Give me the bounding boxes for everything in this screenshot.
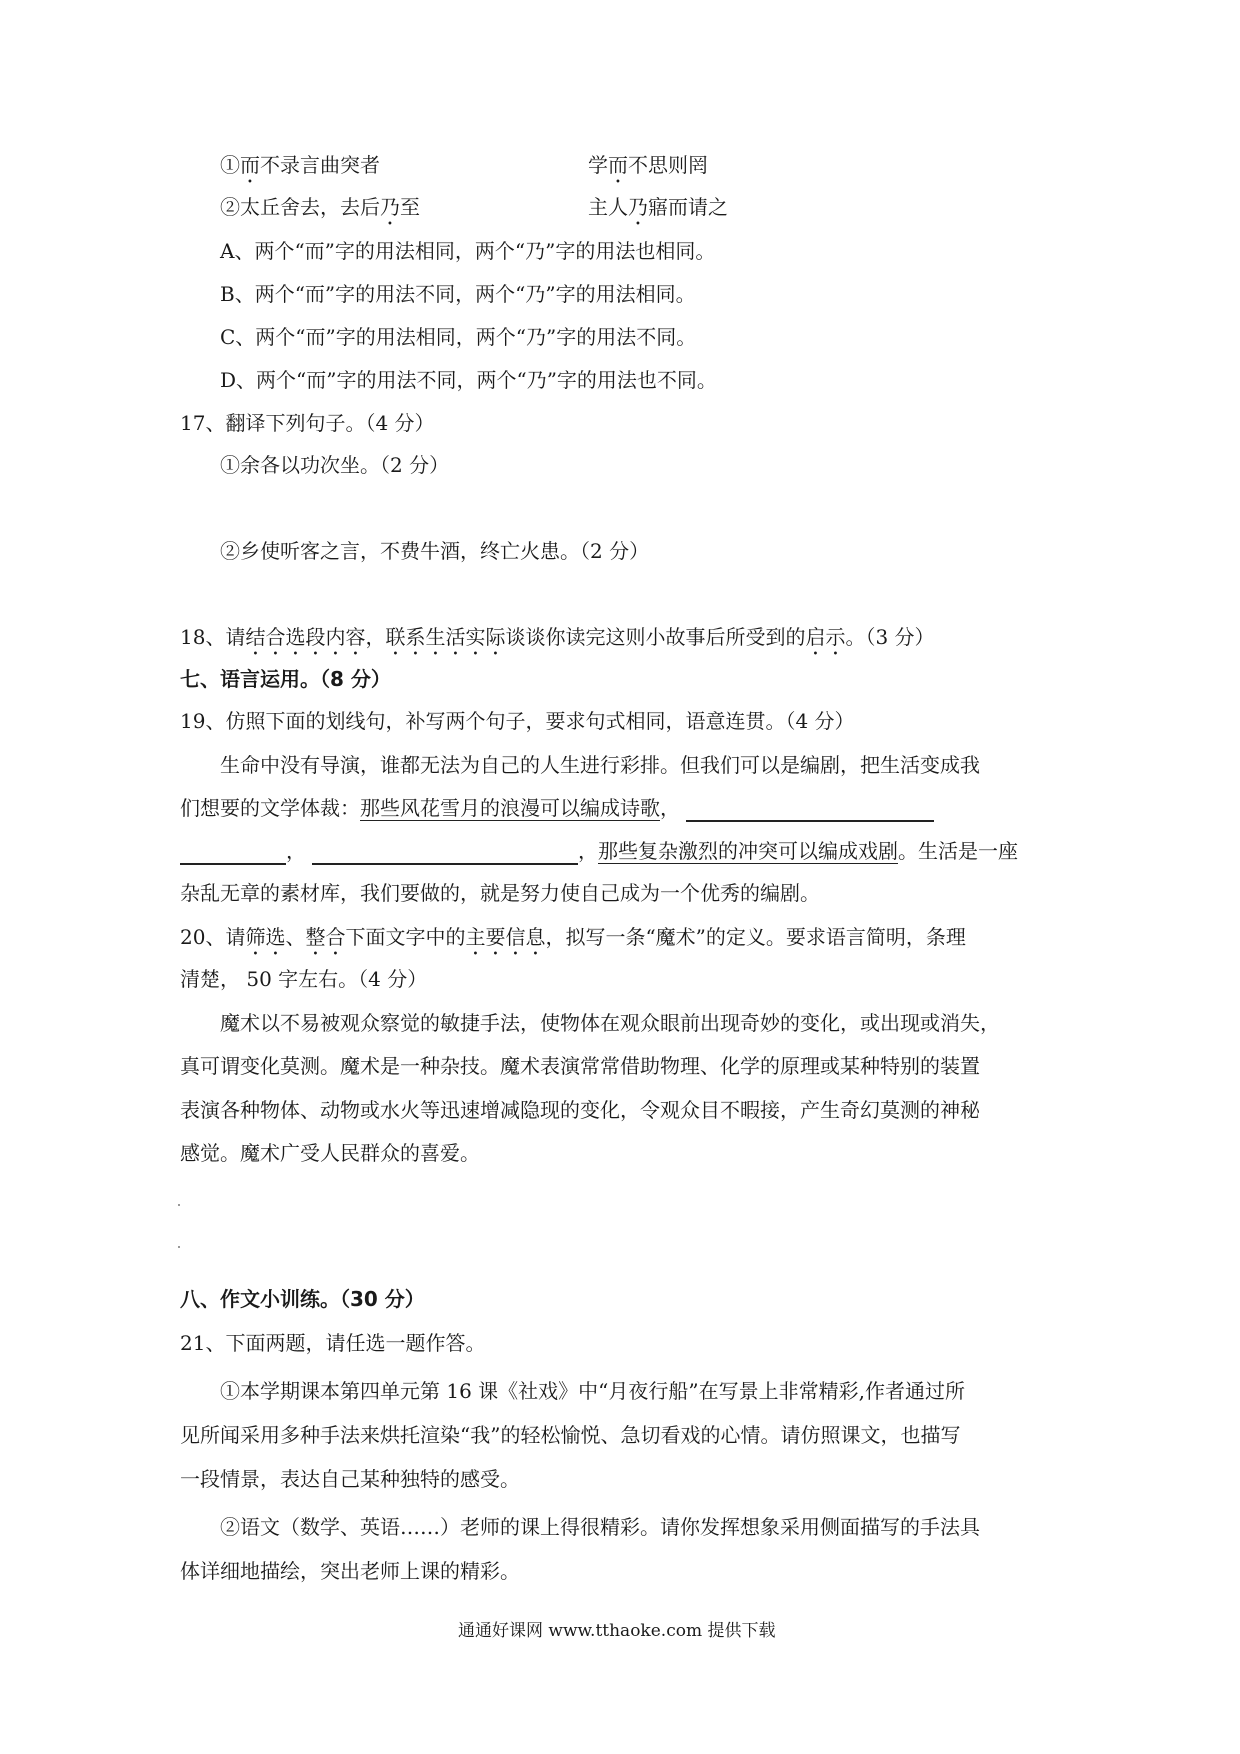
text: ， xyxy=(578,839,598,863)
scan-speck xyxy=(178,1204,180,1206)
q20-line-2: 清楚， 50 字左右。（4 分） xyxy=(180,967,428,991)
emphasized-phrase: 筛选、整合 xyxy=(245,925,346,949)
q19-line-2 xyxy=(180,795,934,822)
q17-item-1: ①余各以功次坐。（2 分） xyxy=(220,453,450,477)
q16-row2-right xyxy=(588,194,728,230)
text: 至 xyxy=(400,195,420,219)
emphasized-phrase: 结合选段内容 xyxy=(245,625,366,649)
emphasized-word: 乃 xyxy=(628,195,648,219)
q17-title: 17、翻译下列句子。（4 分） xyxy=(180,411,435,435)
page-footer: 通通好课网 www.tthaoke.com 提供下载 xyxy=(458,1621,776,1641)
emphasized-word: 而 xyxy=(240,153,260,177)
text: 18、请 xyxy=(180,625,246,649)
q21-option-1-line-1: ①本学期课本第四单元第 16 课《社戏》中“月夜行船”在写景上非常精彩,作者通过所 xyxy=(220,1379,965,1403)
emphasized-phrase: 主要信息 xyxy=(465,925,546,949)
text: ，拟写一条“魔术”的定义。要求语言简明，条理 xyxy=(545,925,966,949)
text: 寤而请之 xyxy=(648,195,728,219)
q17-item-2: ②乡使听客之言，不费牛酒，终亡火患。（2 分） xyxy=(220,539,650,563)
emphasized-word: 而 xyxy=(608,153,628,177)
text: ， xyxy=(365,625,386,649)
text: 不录言曲突者 xyxy=(260,153,380,177)
text: 们想要的文学体裁： xyxy=(180,796,360,820)
text: 下面文字中的 xyxy=(345,925,466,949)
text: ②太丘舍去，去后 xyxy=(220,195,380,219)
text: ① xyxy=(220,153,240,177)
option-a: A、两个“而”字的用法相同，两个“乃”字的用法也相同。 xyxy=(220,239,716,263)
text: 主人 xyxy=(588,195,628,219)
q19-title: 19、仿照下面的划线句，补写两个句子，要求句式相同，语意连贯。（4 分） xyxy=(180,709,855,733)
option-d: D、两个“而”字的用法不同，两个“乃”字的用法也不同。 xyxy=(220,368,717,392)
emphasized-word: 乃 xyxy=(380,195,400,219)
answer-blank[interactable] xyxy=(686,798,934,822)
answer-blank[interactable] xyxy=(312,841,578,865)
q19-line-1: 生命中没有导演，谁都无法为自己的人生进行彩排。但我们可以是编剧，把生活变成我 xyxy=(220,753,980,777)
option-b: B、两个“而”字的用法不同，两个“乃”字的用法相同。 xyxy=(220,282,696,306)
section-7-heading: 七、语言运用。（8 分） xyxy=(180,667,391,691)
underlined-sentence: 那些风花雪月的浪漫可以编成诗歌 xyxy=(360,796,660,820)
passage-line-1: 魔术以不易被观众察觉的敏捷手法，使物体在观众眼前出现奇妙的变化，或出现或消失， xyxy=(220,1011,1000,1035)
q21-option-1-line-2: 见所闻采用多种手法来烘托渲染“我”的轻松愉悦、急切看戏的心情。请仿照课文，也描写 xyxy=(180,1423,961,1447)
emphasized-phrase: 启示 xyxy=(805,625,846,649)
q16-row1-right xyxy=(588,152,708,188)
text: 。生活是一座 xyxy=(898,839,1018,863)
q19-line-3 xyxy=(180,838,1018,865)
q21-title: 21、下面两题，请任选一题作答。 xyxy=(180,1331,486,1355)
option-c: C、两个“而”字的用法相同，两个“乃”字的用法不同。 xyxy=(220,325,697,349)
text: 不思则罔 xyxy=(628,153,708,177)
q20-question xyxy=(180,924,966,960)
underlined-sentence: 那些复杂激烈的冲突可以编成戏剧 xyxy=(598,839,898,863)
q16-row1-left xyxy=(220,152,380,188)
emphasized-phrase: 联系生活实际 xyxy=(385,625,506,649)
passage-line-4: 感觉。魔术广受人民群众的喜爱。 xyxy=(180,1141,480,1165)
q21-option-2-line-1: ②语文（数学、英语……）老师的课上得很精彩。请你发挥想象采用侧面描写的手法具 xyxy=(220,1515,980,1539)
text: 。（3 分） xyxy=(845,625,935,649)
passage-line-3: 表演各种物体、动物或水火等迅速增减隐现的变化，令观众目不暇接，产生奇幻莫测的神秘 xyxy=(180,1098,980,1122)
section-8-heading: 八、作文小训练。（30 分） xyxy=(180,1287,425,1311)
q21-option-1-line-3: 一段情景，表达自己某种独特的感受。 xyxy=(180,1467,520,1491)
text: ， xyxy=(660,796,680,820)
q16-row2-left xyxy=(220,194,420,230)
q19-line-4: 杂乱无章的素材库，我们要做的，就是努力使自己成为一个优秀的编剧。 xyxy=(180,881,820,905)
answer-blank[interactable] xyxy=(180,841,286,865)
q21-option-2-line-2: 体详细地描绘，突出老师上课的精彩。 xyxy=(180,1559,520,1583)
passage-line-2: 真可谓变化莫测。魔术是一种杂技。魔术表演常常借助物理、化学的原理或某种特别的装置 xyxy=(180,1054,980,1078)
text: 谈谈你读完这则小故事后所受到的 xyxy=(505,625,806,649)
text: 学 xyxy=(588,153,608,177)
text: ， xyxy=(286,839,306,863)
text: 20、请 xyxy=(180,925,246,949)
q18-question xyxy=(180,624,935,660)
scan-speck xyxy=(178,1246,180,1248)
